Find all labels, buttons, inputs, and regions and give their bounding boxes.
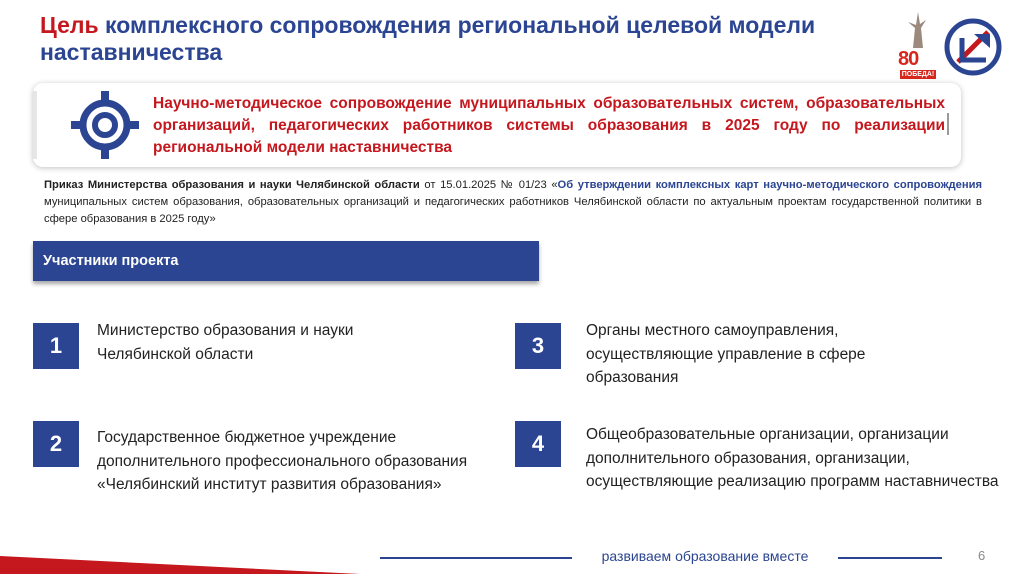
victory-label: ПОБЕДА!	[901, 71, 935, 78]
title-rest: комплексного сопровождения региональной целевой модели наставничества	[40, 12, 816, 65]
participant-text: Органы местного самоуправления, осуществляющие управление в сфере образования	[586, 322, 866, 386]
participant-text: Министерство образования и науки Челябинской области	[97, 322, 354, 363]
participant-number-badge: 4	[515, 421, 561, 467]
participant-text: Государственное бюджетное учреждение дополнительного профессионального образования «Челябинский институт развития образования»	[97, 429, 468, 493]
order-prefix: Приказ Министерства образования и науки Челябинской области	[44, 179, 420, 191]
participant-number-badge: 2	[33, 421, 79, 467]
participants-heading: Участники проекта	[33, 241, 539, 281]
institute-logo-icon	[944, 18, 1002, 76]
order-reference	[44, 177, 982, 228]
page-title	[40, 12, 880, 66]
goal-box-left-bar	[33, 91, 37, 159]
footer-red-corner	[0, 556, 360, 574]
footer-slogan: развиваем образование вместе	[601, 548, 809, 564]
goal-box	[33, 83, 961, 167]
victory-80-logo	[896, 10, 940, 80]
footer-divider-left	[380, 557, 572, 559]
title-accent: Цель	[40, 12, 99, 38]
participant-number-badge: 3	[515, 323, 561, 369]
victory-number: 80	[898, 48, 919, 70]
order-date-number: от 15.01.2025 № 01/23 «	[419, 179, 558, 191]
goal-text: Научно-методическое сопровождение муниципальных образовательных систем, образовательных организаций, педагогических работников системы образования в 2025 году по реализации региональной модели наставничества	[153, 95, 945, 156]
participant-text: Общеобразовательные организации, организации дополнительного образования, организации, осуществляющие реализацию программ наставничества	[586, 426, 999, 490]
target-icon	[69, 89, 141, 161]
footer-divider-right	[838, 557, 942, 559]
order-rest: муниципальных систем образования, образовательных организаций и педагогических работников Челябинской области по актуальным проектам государственной политики в сфере образования в 2025 году»	[44, 196, 982, 225]
page-number: 6	[978, 548, 986, 563]
goal-box-right-mark	[947, 113, 949, 135]
order-title: Об утверждении комплексных карт научно-методического сопровождения	[557, 179, 982, 191]
participant-number-badge: 1	[33, 323, 79, 369]
monument-icon	[896, 10, 940, 50]
